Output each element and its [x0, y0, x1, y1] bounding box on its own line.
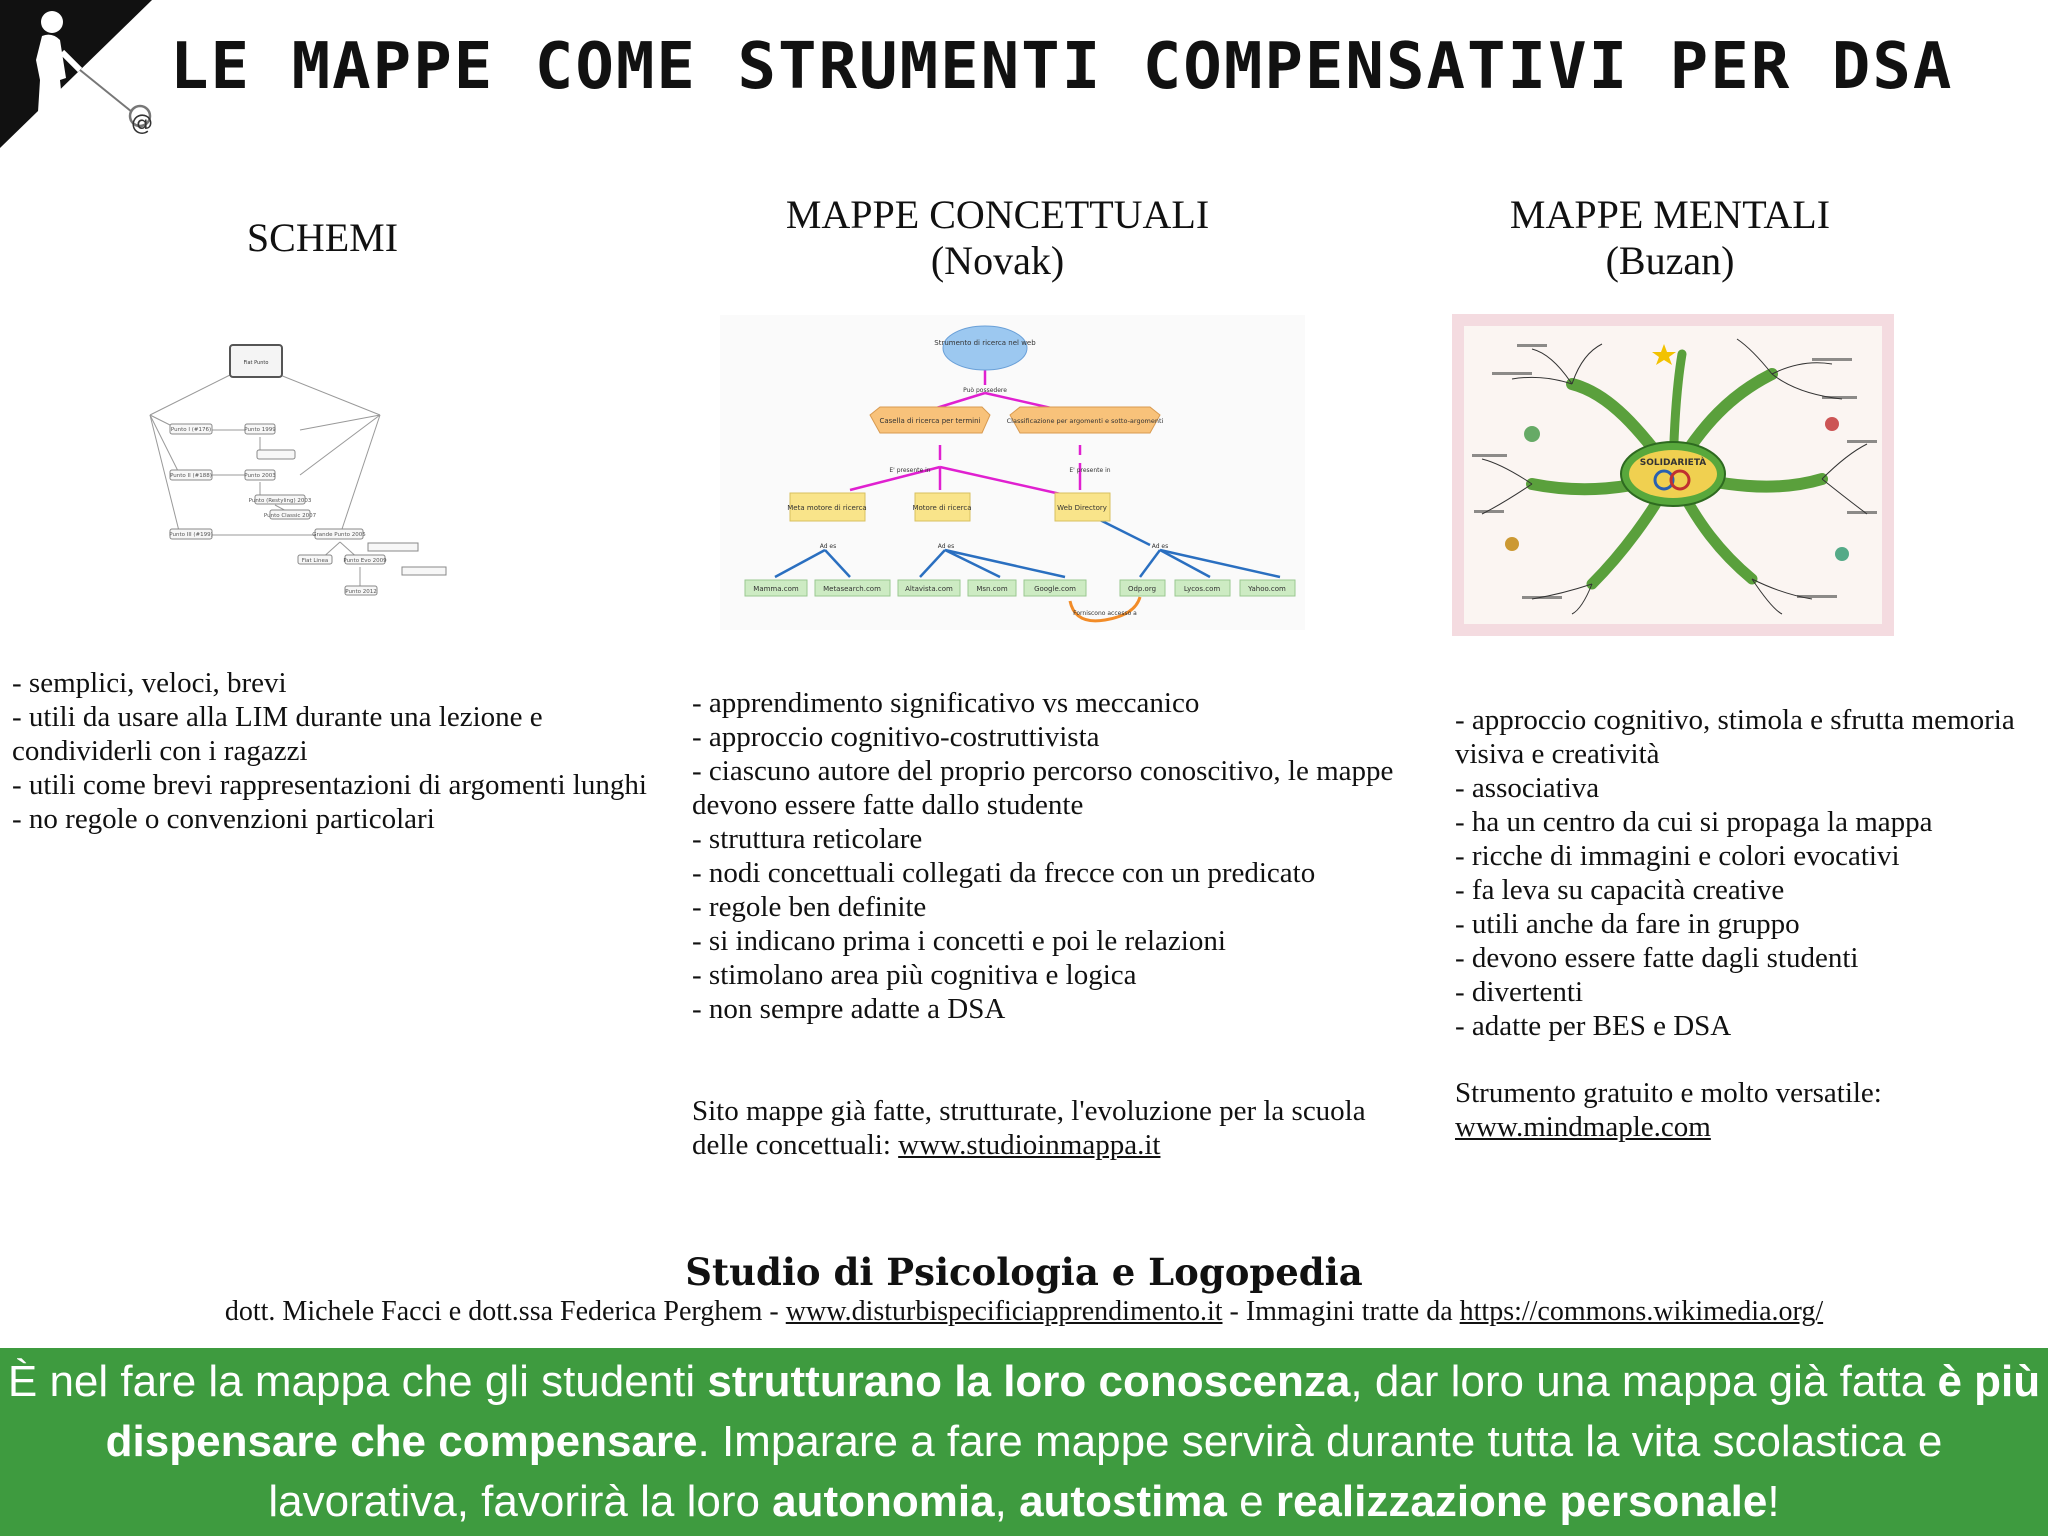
schema-node-3: Punto II (#188) — [170, 473, 212, 479]
mind-map-center-label: SOLIDARIETÀ — [1639, 458, 1707, 468]
schema-node-6: Punto Classic 2007 — [263, 513, 317, 519]
mentali-tool-note — [1455, 1076, 2035, 1144]
heading-schemi — [0, 215, 645, 261]
concettuali-note-text: Sito mappe già fatte, strutturate, l'evoluzione per la scuola delle concettuali: — [692, 1095, 1366, 1161]
banner-emphasis: è più dispensare che compensare — [105, 1357, 2041, 1466]
concept-link-es-3: Ad es — [1151, 543, 1169, 550]
list-item: - si indicano prima i concetti e poi le relazioni — [692, 925, 1226, 957]
concept-feed-label: Forniscono accesso a — [1073, 610, 1137, 617]
schema-node-9: Fiat Linea — [301, 558, 329, 564]
list-item: - non sempre adatte a DSA — [692, 993, 1006, 1025]
list-item: - divertenti — [1455, 976, 1584, 1008]
credits-line — [0, 1296, 2048, 1328]
banner-text: . Imparare a fare mappe servirà durante tutta la vita scolastica e lavorativa, favorirà la loro — [268, 1417, 1943, 1526]
banner-text: ! — [1767, 1477, 1780, 1526]
mindmaple-link[interactable]: www.mindmaple.com — [1455, 1111, 1711, 1143]
list-item: - utili anche da fare in gruppo — [1455, 908, 1800, 940]
concept-example-1: Mamma.com — [753, 585, 799, 593]
schema-node-11: Punto 2012 — [345, 589, 377, 595]
banner-emphasis: autonomia — [772, 1477, 995, 1526]
mentali-note-text: Strumento gratuito e molto versatile: — [1455, 1077, 1882, 1109]
banner-text: , — [994, 1477, 1020, 1526]
banner-text: , dar loro una mappa già fatta — [1350, 1357, 1938, 1406]
schema-node-1: Punto I (#176) — [170, 427, 212, 433]
concept-example-4: Msn.com — [976, 585, 1008, 593]
list-item: - ricche di immagini e colori evocativi — [1455, 840, 1900, 872]
mind-map-image — [1452, 314, 1894, 636]
schema-node-8: Grande Punto 2005 — [312, 532, 366, 538]
credits-authors: dott. Michele Facci e dott.ssa Federica Perghem - — [224, 1296, 786, 1327]
list-item: - ciascuno autore del proprio percorso conoscitivo, le mappe devono essere fatte dallo studente — [692, 755, 1394, 821]
logo-at-symbol: @ — [131, 111, 153, 136]
concettuali-list — [692, 686, 1412, 1026]
list-item: - approccio cognitivo, stimola e sfrutta memoria visiva e creatività — [1455, 704, 2015, 770]
concept-leaf-meta: Meta motore di ricerca — [787, 504, 867, 512]
list-item: - no regole o convenzioni particolari — [12, 803, 435, 835]
list-item: - utili come brevi rappresentazioni di argomenti lunghi — [12, 769, 647, 801]
credits-images-text: - Immagini tratte da — [1222, 1296, 1460, 1327]
concept-leaf-web: Web Directory — [1057, 504, 1107, 512]
concept-example-6: Odp.org — [1127, 585, 1157, 593]
concept-leaf-motore: Motore di ricerca — [912, 504, 972, 512]
heading-mentali-author: (Buzan) — [1605, 238, 1735, 283]
studio-name: Studio di Psicologia e Logopedia — [685, 1250, 1363, 1294]
concept-example-8: Yahoo.com — [1248, 585, 1286, 593]
list-item: - semplici, veloci, brevi — [12, 667, 287, 699]
page-title: LE MAPPE COME STRUMENTI COMPENSATIVI PER DSA — [170, 30, 1954, 104]
heading-schemi-text: SCHEMI — [246, 215, 399, 260]
list-item: - adatte per BES e DSA — [1455, 1010, 1732, 1042]
dsa-site-link[interactable]: www.disturbispecificiapprendimento.it — [785, 1296, 1223, 1327]
banner-text: e — [1226, 1477, 1276, 1526]
heading-mappe-concettuali — [690, 192, 1305, 284]
banner-emphasis: autostima — [1019, 1477, 1227, 1526]
concept-example-7: Lycos.com — [1183, 585, 1221, 593]
schema-node-10: Punto Evo 2009 — [343, 558, 387, 564]
concept-link-mid-right: E' presente in — [1069, 467, 1111, 474]
conclusion-banner — [0, 1348, 2048, 1536]
concept-root-label: Strumento di ricerca nel web — [934, 339, 1036, 347]
heading-mentali-text: MAPPE MENTALI — [1509, 192, 1831, 237]
concept-example-5: Google.com — [1034, 585, 1076, 593]
list-item: - fa leva su capacità creative — [1455, 874, 1785, 906]
concept-example-3: Altavista.com — [905, 585, 953, 593]
banner-text: È nel fare la mappa che gli studenti — [7, 1357, 708, 1406]
concept-link-es-1: Ad es — [819, 543, 837, 550]
schema-node-2: Punto 1999 — [244, 427, 276, 433]
banner-emphasis: strutturano la loro conoscenza — [707, 1357, 1351, 1406]
heading-concettuali-text: MAPPE CONCETTUALI — [785, 192, 1210, 237]
schema-diagram-image — [130, 330, 520, 615]
schema-node-7: Punto III (#199) — [169, 532, 213, 538]
list-item: - ha un centro da cui si propaga la mappa — [1455, 806, 1933, 838]
list-item: - devono essere fatte dagli studenti — [1455, 942, 1859, 974]
concept-map-image — [720, 315, 1305, 630]
list-item: - associativa — [1455, 772, 1600, 804]
heading-concettuali-author: (Novak) — [930, 238, 1065, 283]
concept-mid-left: Casella di ricerca per termini — [879, 417, 981, 425]
wikimedia-link[interactable]: https://commons.wikimedia.org/ — [1459, 1296, 1824, 1327]
banner-emphasis: realizzazione personale — [1275, 1477, 1768, 1526]
schema-node-5: Punto (Restyling) 2003 — [248, 498, 312, 504]
schema-top-node-label: Fiat Punto — [243, 360, 269, 366]
heading-mappe-mentali — [1420, 192, 1920, 284]
list-item: - apprendimento significativo vs meccanico — [692, 687, 1200, 719]
concept-link-es-2: Ad es — [937, 543, 955, 550]
concept-link-mid-left: E' presente in — [889, 467, 931, 474]
list-item: - regole ben definite — [692, 891, 927, 923]
concettuali-site-note — [692, 1094, 1412, 1162]
mentali-list — [1455, 703, 2035, 1043]
schema-node-4: Punto 2003 — [244, 473, 276, 479]
list-item: - approccio cognitivo-costruttivista — [692, 721, 1100, 753]
logo-black-triangle — [0, 0, 152, 148]
concept-mid-right: Classificazione per argomenti e sotto-argomenti — [1006, 417, 1164, 425]
list-item: - stimolano area più cognitiva e logica — [692, 959, 1137, 991]
list-item: - nodi concettuali collegati da frecce con un predicato — [692, 857, 1316, 889]
concept-link-root: Può possedere — [963, 387, 1007, 394]
schemi-list — [12, 666, 652, 836]
list-item: - struttura reticolare — [692, 823, 923, 855]
logo — [0, 0, 160, 150]
studioinmappa-link[interactable]: www.studioinmappa.it — [898, 1129, 1161, 1161]
list-item: - utili da usare alla LIM durante una lezione e condividerli con i ragazzi — [12, 701, 543, 767]
concept-example-2: Metasearch.com — [823, 585, 881, 593]
